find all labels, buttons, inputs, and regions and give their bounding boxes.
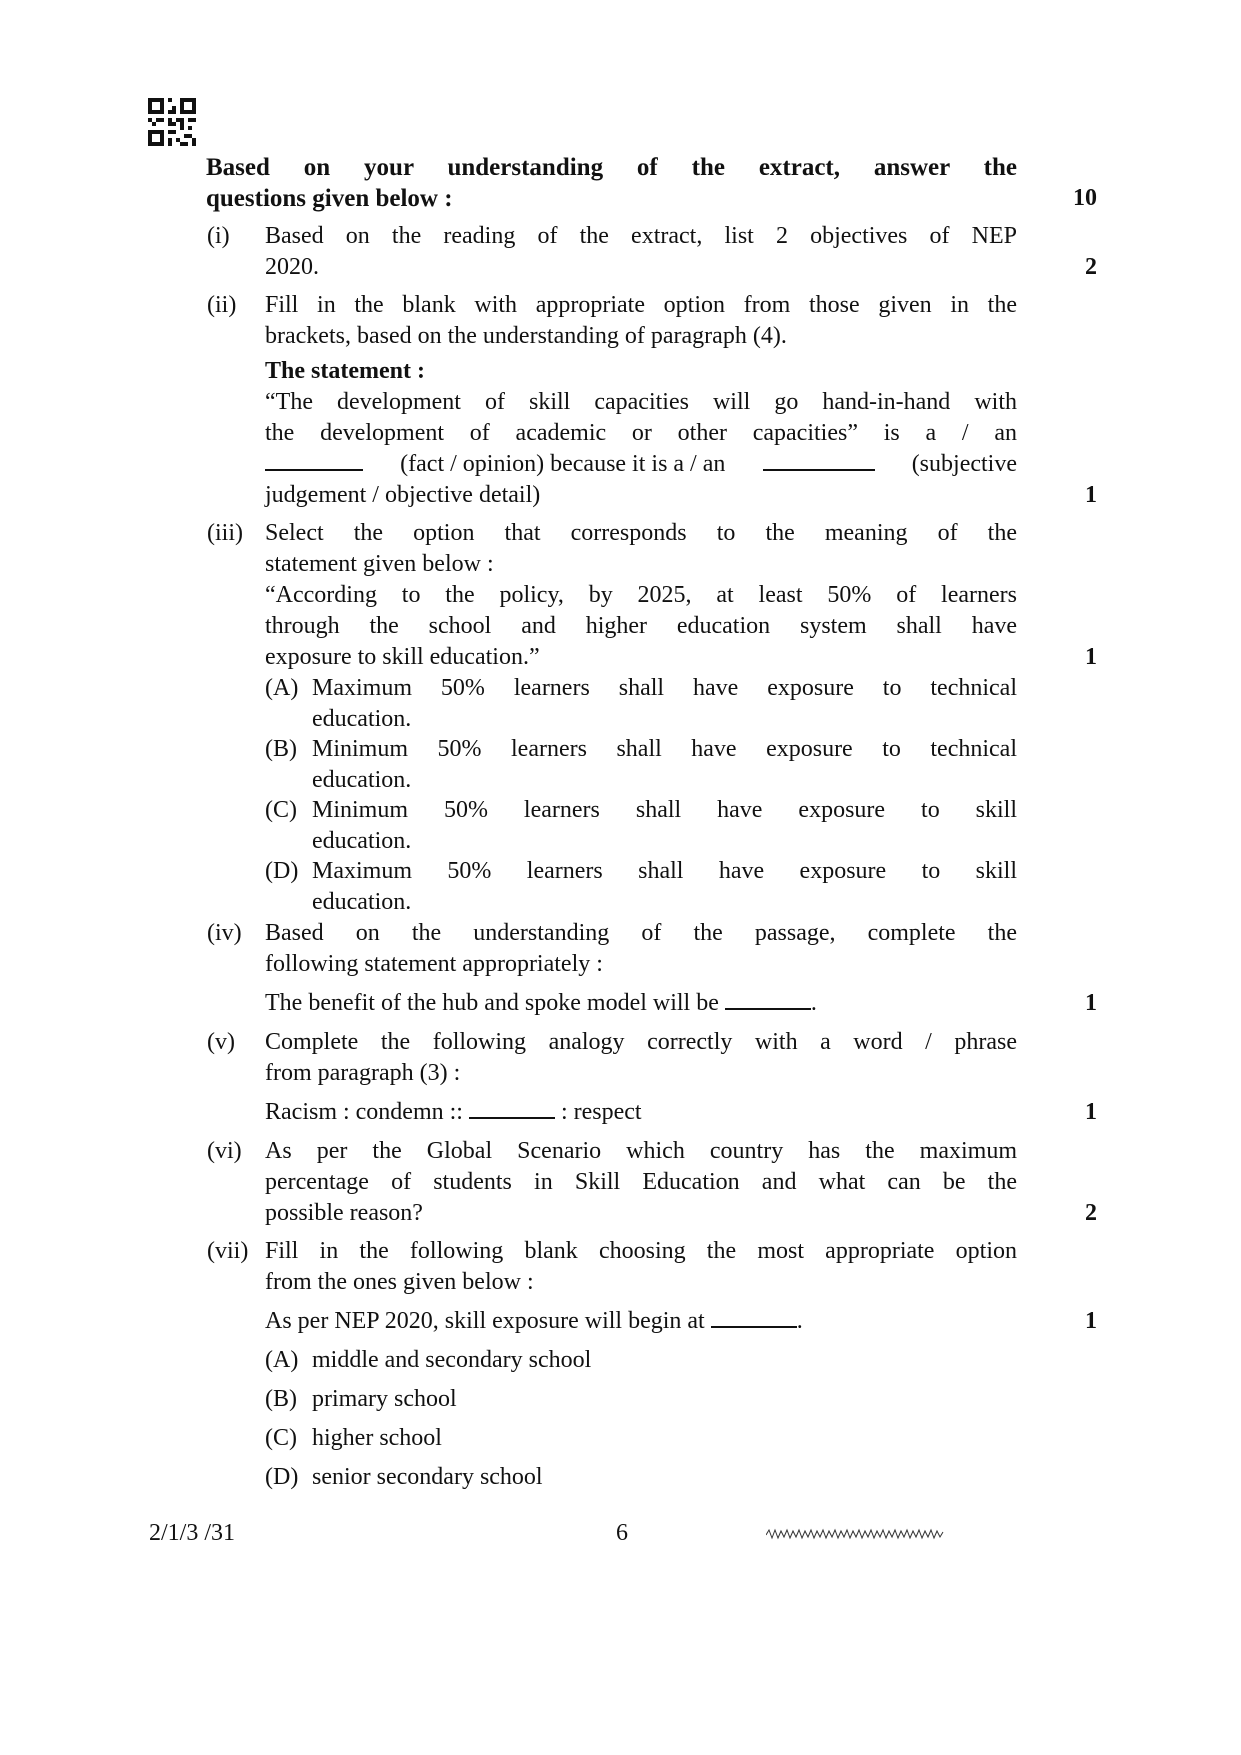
statement-end: . <box>796 1308 803 1334</box>
fill-blank <box>469 1097 555 1119</box>
option-text-cont: education. <box>312 706 412 732</box>
question-number-iii: (iii) <box>207 520 243 546</box>
instructions-line-2: questions given below : <box>206 185 453 212</box>
qr-code-icon <box>148 98 196 146</box>
statement-end: . <box>810 990 817 1016</box>
statement-text: As per NEP 2020, skill exposure will begin at <box>265 1308 705 1334</box>
option-text: Maximum 50% learners shall have exposure to technical <box>312 675 1017 701</box>
option-text-cont: education. <box>312 889 412 915</box>
question-number-vi: (vi) <box>207 1138 242 1164</box>
signature-squiggle-icon <box>766 1527 944 1541</box>
analogy <box>265 1097 1017 1128</box>
statement-line-3-middle: (fact / opinion) because it is a / an <box>400 451 726 477</box>
fill-blank-1 <box>265 449 363 471</box>
question-iii-line-2: statement given below : <box>265 551 494 577</box>
question-vi-line-2: percentage of students in Skill Education and what can be the <box>265 1169 1017 1195</box>
question-number-i: (i) <box>207 223 230 249</box>
question-i-line-2: 2020. <box>265 254 319 280</box>
fill-blank <box>725 988 811 1010</box>
question-v-line-2: from paragraph (3) : <box>265 1060 461 1086</box>
analogy-end: : respect <box>560 1099 642 1125</box>
question-vi-line-3: possible reason? <box>265 1200 423 1226</box>
question-number-ii: (ii) <box>207 292 237 318</box>
question-iii-marks: 1 <box>1085 644 1097 670</box>
question-vii-marks: 1 <box>1085 1308 1097 1334</box>
question-v-marks: 1 <box>1085 1099 1097 1125</box>
question-iv-marks: 1 <box>1085 990 1097 1016</box>
question-iv-line-1: Based on the understanding of the passage, complete the <box>265 920 1017 946</box>
question-number-iv: (iv) <box>207 920 242 946</box>
question-iv-line-2: following statement appropriately : <box>265 951 603 977</box>
option-text: Minimum 50% learners shall have exposure to technical <box>312 736 1017 762</box>
option-text: Maximum 50% learners shall have exposure to skill <box>312 858 1017 884</box>
option-text: senior secondary school <box>312 1464 543 1490</box>
question-vi-line-1: As per the Global Scenario which country has the maximum <box>265 1138 1017 1164</box>
option-text: middle and secondary school <box>312 1347 592 1373</box>
option-letter: (D) <box>265 1464 299 1490</box>
option-letter: (D) <box>265 858 299 884</box>
page-number: 6 <box>616 1520 628 1546</box>
option-letter: (A) <box>265 1347 299 1373</box>
option-text: primary school <box>312 1386 457 1412</box>
option-letter: (C) <box>265 797 297 823</box>
question-ii-marks: 1 <box>1085 482 1097 508</box>
option-text: Minimum 50% learners shall have exposure to skill <box>312 797 1017 823</box>
statement-line-4: judgement / objective detail) <box>265 482 541 508</box>
question-vii-line-1: Fill in the following blank choosing the most appropriate option <box>265 1238 1017 1264</box>
option-letter: (B) <box>265 736 297 762</box>
paper-code: 2/1/3 /31 <box>149 1520 236 1546</box>
quote-line-3: exposure to skill education.” <box>265 644 540 670</box>
option-letter: (B) <box>265 1386 297 1412</box>
total-marks: 10 <box>1073 185 1097 211</box>
quote-line-1: “According to the policy, by 2025, at least 50% of learners <box>265 582 1017 608</box>
statement-text: The benefit of the hub and spoke model will be <box>265 990 719 1016</box>
question-number-v: (v) <box>207 1029 235 1055</box>
question-i-line-1: Based on the reading of the extract, list 2 objectives of NEP <box>265 223 1017 249</box>
question-ii-line-1: Fill in the blank with appropriate option from those given in the <box>265 292 1017 318</box>
question-v-line-1: Complete the following analogy correctly with a word / phrase <box>265 1029 1017 1055</box>
question-ii-line-2: brackets, based on the understanding of paragraph (4). <box>265 323 787 349</box>
statement-line-3-end: (subjective <box>911 451 1017 477</box>
statement-line-1: “The development of skill capacities will go hand-in-hand with <box>265 389 1017 415</box>
fill-blank-2 <box>763 449 875 471</box>
question-iii-line-1: Select the option that corresponds to the meaning of the <box>265 520 1017 546</box>
option-letter: (A) <box>265 675 299 701</box>
statement-line-3 <box>265 449 1017 480</box>
question-i-marks: 2 <box>1085 254 1097 280</box>
option-text-cont: education. <box>312 767 412 793</box>
question-vii-statement <box>265 1306 1017 1337</box>
option-text-cont: education. <box>312 828 412 854</box>
question-vi-marks: 2 <box>1085 1200 1097 1226</box>
fill-blank <box>711 1306 797 1328</box>
statement-label: The statement : <box>265 358 425 384</box>
analogy-start: Racism : condemn :: <box>265 1099 463 1125</box>
question-number-vii: (vii) <box>207 1238 249 1264</box>
option-text: higher school <box>312 1425 442 1451</box>
quote-line-2: through the school and higher education system shall have <box>265 613 1017 639</box>
option-letter: (C) <box>265 1425 297 1451</box>
question-vii-line-2: from the ones given below : <box>265 1269 534 1295</box>
statement-line-2: the development of academic or other capacities” is a / an <box>265 420 1017 446</box>
question-iv-statement <box>265 988 1017 1019</box>
instructions-line-1: Based on your understanding of the extract, answer the <box>206 154 1017 181</box>
